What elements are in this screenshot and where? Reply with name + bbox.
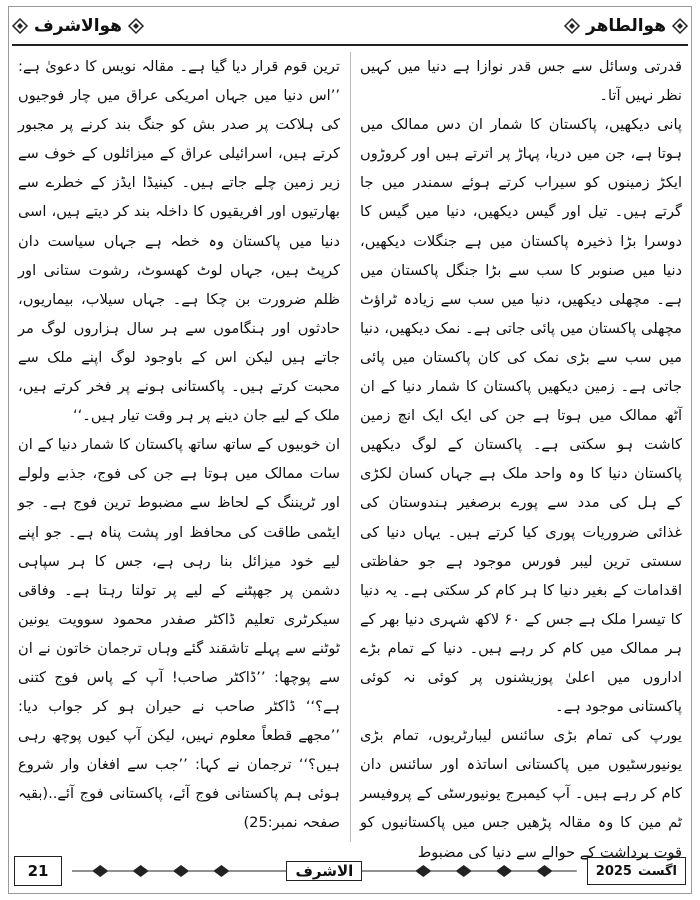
right-header — [564, 16, 688, 36]
paragraph: یورپ کی تمام بڑی سائنس لیبارٹریوں، تمام بڑی یونیورسٹیوں میں پاکستانی اساتذہ اور سائنس دان کام کر رہے ہیں۔ آپ کیمبرج یونیورسٹی کے پروفیسر ٹم مین کا وہ مقالہ پڑھیں جس میں پاکستانیوں کو قوت برداشت کے حوالے سے دنیا کی مضبوط — [360, 727, 682, 861]
issue-date — [587, 857, 686, 885]
paragraph: ان خوبیوں کے ساتھ ساتھ پاکستان کا شمار دنیا کے ان سات ممالک میں ہوتا ہے جن کی فوج، جذبے ولولے اور ٹریننگ کے لحاظ سے مضبوط ترین فوج ہے۔ جو ایٹمی طاقت کی محافظ اور پشت پناہ ہے۔ جو اپنے لیے خود میزائل بنا رہی ہے، جس کا ہر سپاہی دشمن پر جھپٹنے کے لیے پر تولتا رہتا ہے۔ وفاقی سیکرٹری تعلیم ڈاکٹر صفدر محمود سوویت یونین ٹوٹنے سے پہلے تاشقند گئے وہاں ترجمان خاتون نے ان سے پوچھا: ’’ڈاکٹر صاحب! آپ کے پاس فوج کتنی ہے؟‘‘ ڈاکٹر صاحب نے حیران ہو کر جواب دیا: ’’مجھے قطعاً معلوم نہیں، لیکن آپ کیوں پوچھ رہی ہیں؟‘‘ ترجمان نے کہا: ’’جب سے افغان وار شروع ہوئی ہم پاکستانی فوج آئے، پاکستانی فوج آئے..(بقیہ صفحہ نمبر:25) — [18, 436, 340, 832]
paragraph: قدرتی وسائل سے جس قدر نوازا ہے دنیا میں کہیں نظر نہیں آتا۔ — [360, 58, 682, 105]
ornament-icon — [12, 18, 28, 34]
left-header — [12, 16, 144, 36]
issue-year: 2025 — [595, 863, 632, 879]
header-left-title: ھوالاشرف — [34, 16, 122, 36]
page-header — [12, 8, 688, 46]
page-footer — [14, 854, 686, 888]
article-columns — [18, 52, 682, 861]
ornament-icon — [672, 18, 688, 34]
header-right-title: ھوالطاھر — [586, 16, 666, 36]
footer-magazine-name: الاشرف — [286, 861, 362, 881]
right-column — [360, 52, 682, 861]
page-number: 21 — [14, 856, 62, 886]
paragraph: ترین قوم قرار دیا گیا ہے۔ مقالہ نویس کا دعویٰ ہے: ’’اس دنیا میں جہاں امریکی عراق میں چار فوجیوں کی ہلاکت پر صدر بش کو جنگ بند کرنے پر مجبور کرتے ہیں، اسرائیلی عراق کے میزائلوں کے خوف سے زیر زمین چلے جاتے ہیں۔ کینیڈا ایڈز کے خطرے سے بھارتیوں اور افریقیوں کا داخلہ بند کر دیتے ہیں، اسی دنیا میں پاکستان وہ خطہ ہے جہاں سیاست دان کرپٹ ہیں، جہاں لوٹ کھسوٹ، رشوت ستانی اور ظلم ضرورت بن چکا ہے۔ جہاں سیلاب، بیماریوں، حادثوں اور ہنگاموں سے ہر سال ہزاروں لوگ مر جاتے ہیں لیکن اس کے باوجود لوگ اپنے ملک سے محبت کرتے ہیں۔ پاکستانی ہونے پر فخر کرتے ہیں، ملک کے لیے جان دینے پر ہر وقت تیار ہیں۔‘‘ — [18, 58, 340, 425]
ornament-icon — [564, 18, 580, 34]
ornament-icon — [128, 18, 144, 34]
paragraph: پانی دیکھیں، پاکستان کا شمار ان دس ممالک میں ہوتا ہے، جن میں دریا، پہاڑ پر اترتے ہیں اور کروڑوں ایکڑ زمینوں کو سیراب کرتے ہوئے سمندر میں جا گرتے ہیں۔ تیل اور گیس دیکھیں، دنیا میں گیس کا دوسرا بڑا ذخیرہ پاکستان میں ہے جنگلات دیکھیں، دنیا میں صنوبر کا سب سے بڑا جنگل پاکستان میں ہے۔ مچھلی دیکھیں، دنیا میں سب سے زیادہ ٹراؤٹ مچھلی پاکستان میں پائی جاتی ہے۔ نمک دیکھیں، دنیا میں سب سے بڑی نمک کی کان پاکستان میں پائی جاتی ہے۔ زمین دیکھیں پاکستان کا شمار دنیا کے ان آٹھ ممالک میں ہوتا ہے جن کی ایک ایک انچ زمین کاشت ہو سکتی ہے۔ پاکستان کے لوگ دیکھیں پاکستان دنیا کا وہ واحد ملک ہے جہاں کسان لکڑی کے ہل کی مدد سے پورے برصغیر ہندوستان کی غذائی ضروریات پوری کیا کرتے ہیں۔ یہاں دنیا کی سستی ترین لیبر فورس موجود ہے جو حفاظتی اقدامات کے بغیر دنیا کا ہر کام کر سکتی ہے۔ یہ دنیا کا تیسرا ملک ہے جس کے ۶۰ لاکھ شہری دنیا بھر کے ہر ممالک میں کام کر رہے ہیں۔ دنیا کے تمام بڑے اداروں میں اعلیٰ پوزیشنوں پر کوئی نہ کوئی پاکستانی موجود ہے۔ — [360, 116, 682, 716]
footer-ornament-band — [72, 861, 577, 881]
issue-month: اگست — [637, 863, 677, 879]
left-column — [18, 52, 340, 842]
